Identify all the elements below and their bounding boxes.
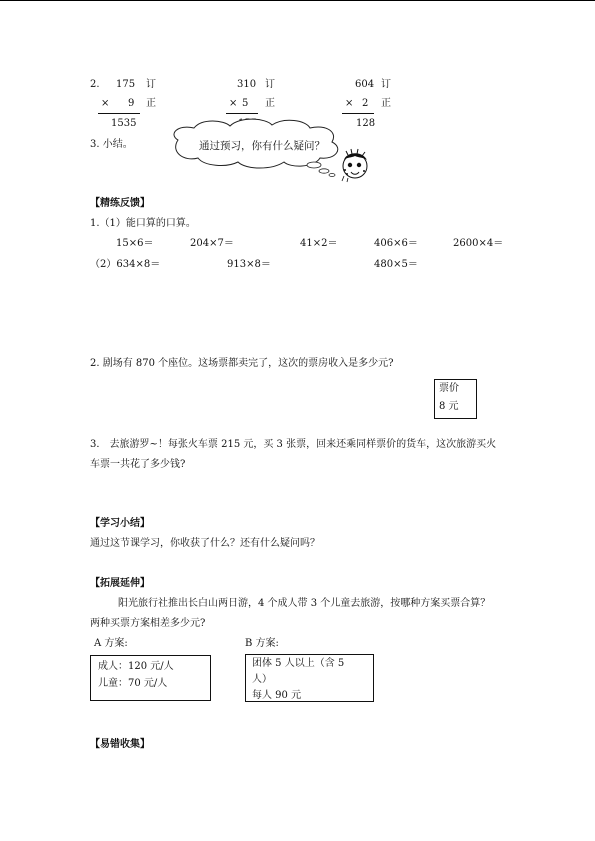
q1-row1-item-5: 2600×4＝	[453, 238, 504, 249]
problem-3-result: 128	[356, 118, 376, 129]
problem-3-multiplier: 2	[362, 98, 369, 109]
problem-3-mark: 订	[381, 79, 391, 90]
plan-b-line-3: 每人 90 元	[252, 690, 302, 701]
plan-b-label: B 方案:	[245, 638, 279, 649]
q1-row1-item-2: 204×7＝	[190, 238, 234, 249]
cartoon-face-icon	[336, 148, 372, 184]
q1-row2-item-1: 913×8＝	[227, 259, 271, 270]
q3-line-2: 车票一共花了多少钱?	[90, 459, 186, 470]
problem-2-top: 310	[237, 79, 257, 90]
summary-item: 3. 小结。	[90, 139, 133, 150]
plan-a-child-price: 儿童：70 元/人	[98, 678, 168, 689]
q1-row1-item-3: 41×2＝	[300, 238, 338, 249]
item-number: 2.	[90, 79, 100, 90]
problem-3-top: 604	[355, 79, 375, 90]
study-summary-text: 通过这节课学习，你收获了什么？还有什么疑问吗？	[90, 538, 320, 549]
q3-line-1: 3． 去旅游罗~！每张火车票 215 元，买 3 张票，回来还乘同样票价的货车，这次旅游买火	[90, 439, 497, 450]
ticket-price-box	[434, 379, 477, 419]
section-feedback-heading: 【精练反馈】	[90, 198, 150, 209]
q2-text: 2. 剧场有 870 个座位。这场票都卖完了，这次的票房收入是多少元?	[90, 358, 394, 369]
q1-title: 1.（1）能口算的口算。	[90, 218, 196, 229]
problem-2-operator: ×	[229, 98, 238, 109]
thought-cloud-icon	[0, 0, 595, 200]
problem-1-mark-2: 正	[146, 98, 156, 109]
extension-line-2: 两种买票方案相差多少元?	[90, 618, 206, 629]
plan-a-box	[90, 655, 211, 701]
q1-row1-item-1: 15×6＝	[116, 238, 154, 249]
problem-2-multiplier: 5	[242, 98, 249, 109]
plan-a-adult-price: 成人：120 元/人	[98, 661, 174, 672]
problem-3-mark-2: 正	[381, 98, 391, 109]
plan-b-line-1: 团体 5 人以上（含 5	[252, 658, 345, 669]
problem-1-mark: 订	[146, 79, 156, 90]
thought-bubble-text: 通过预习，你有什么疑问？	[199, 140, 325, 152]
ticket-price-label: 票价	[439, 383, 459, 394]
section-study-summary-heading: 【学习小结】	[90, 518, 150, 529]
problem-1-result: 1535	[111, 118, 137, 129]
q1-row2-label: （2）634×8＝	[90, 259, 161, 270]
plan-b-box	[245, 654, 374, 702]
problem-2-mark-2: 正	[265, 98, 275, 109]
problem-1-operator: ×	[101, 98, 110, 109]
problem-1-multiplier: 9	[128, 98, 135, 109]
ticket-price-value: 8 元	[439, 401, 459, 412]
section-errors-heading: 【易错收集】	[90, 739, 150, 750]
problem-1-top: 175	[116, 79, 136, 90]
problem-3-operator: ×	[345, 98, 354, 109]
extension-line-1: 阳光旅行社推出长白山两日游，4 个成人带 3 个儿童去旅游，按哪种方案买票合算？	[118, 598, 491, 609]
q1-row2-item-2: 480×5＝	[374, 259, 418, 270]
section-extension-heading: 【拓展延伸】	[90, 578, 150, 589]
problem-2-mark: 订	[265, 79, 275, 90]
plan-b-line-2: 人）	[252, 674, 272, 685]
plan-a-label: A 方案:	[94, 638, 128, 649]
q1-row1-item-4: 406×6＝	[374, 238, 418, 249]
